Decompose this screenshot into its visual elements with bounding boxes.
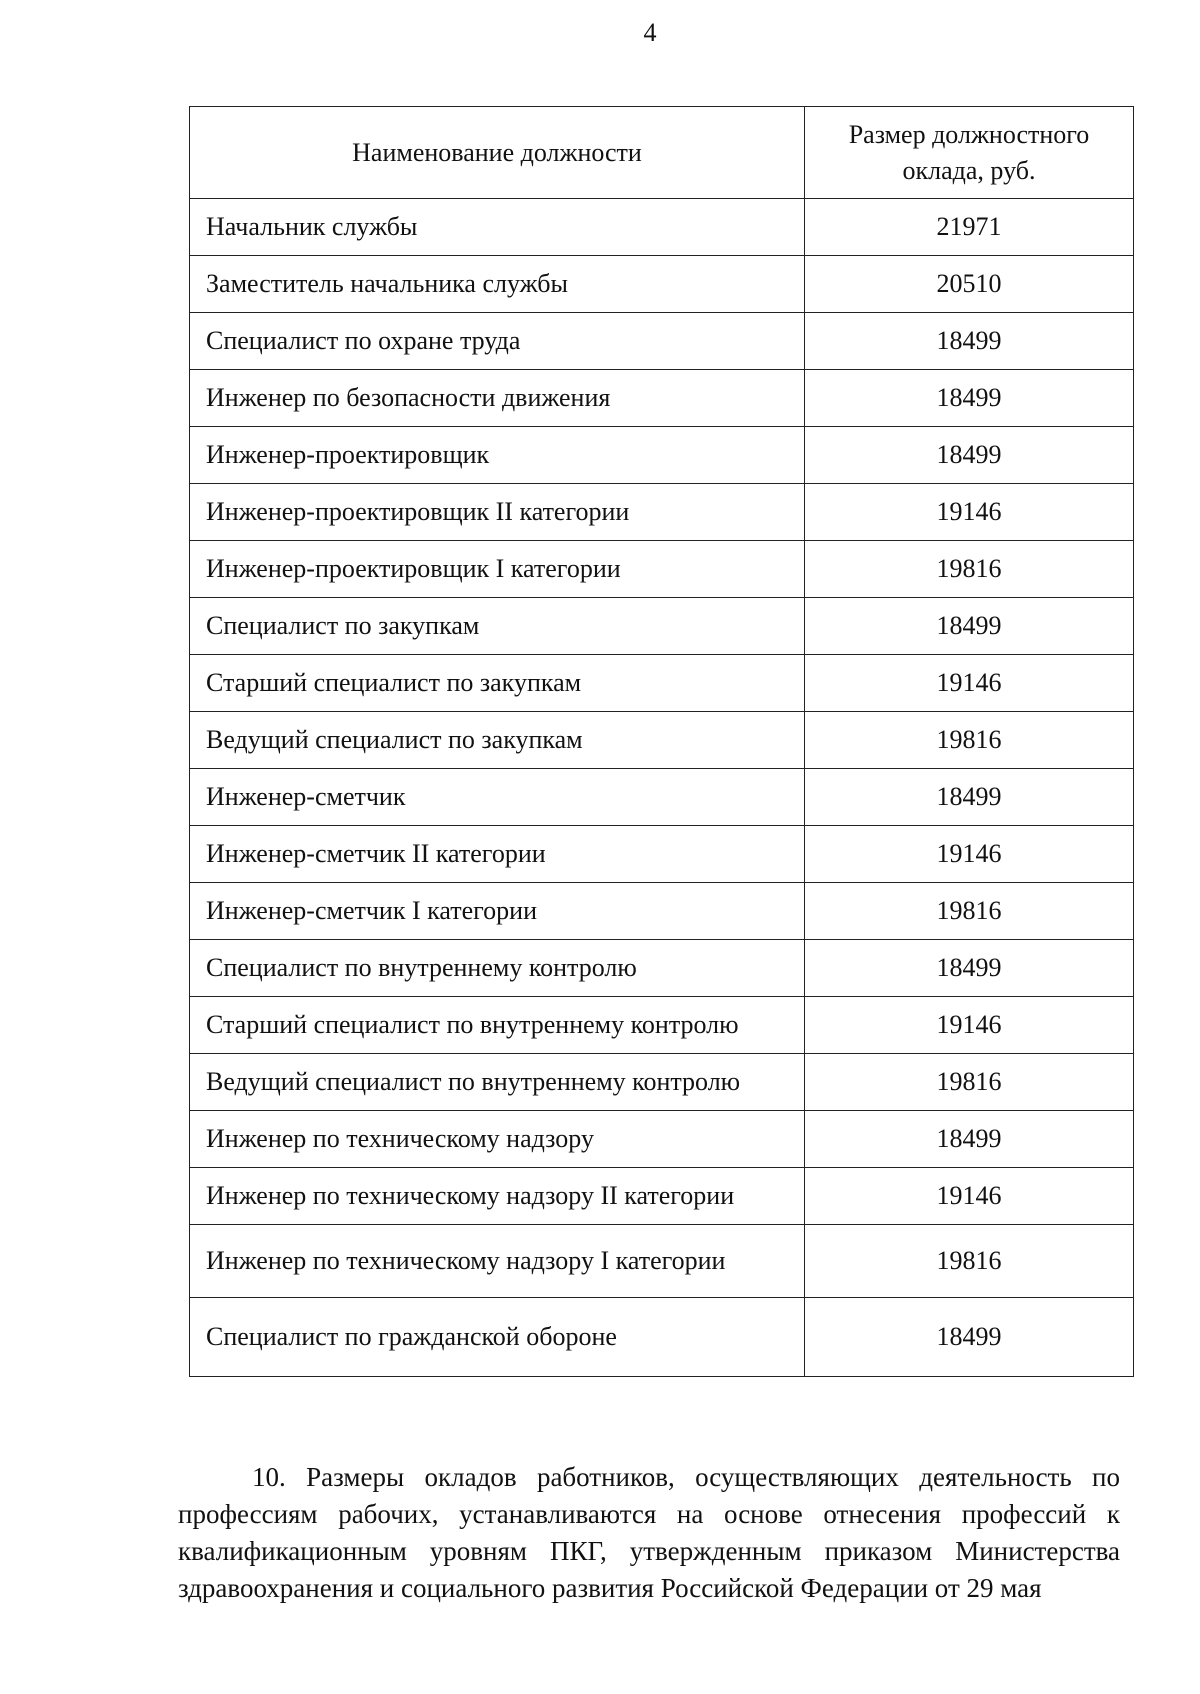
table-row <box>190 1111 1134 1168</box>
table-row <box>190 826 1134 883</box>
salary-cell: 19146 <box>805 1168 1134 1225</box>
position-cell: Инженер по техническому надзору <box>190 1111 805 1168</box>
position-cell: Инженер по безопасности движения <box>190 370 805 427</box>
position-cell: Старший специалист по закупкам <box>190 655 805 712</box>
table-row <box>190 256 1134 313</box>
page-number: 4 <box>643 18 657 47</box>
table-row <box>190 655 1134 712</box>
salary-cell: 18499 <box>805 370 1134 427</box>
salary-cell: 18499 <box>805 427 1134 484</box>
table-row <box>190 199 1134 256</box>
salary-cell: 18499 <box>805 598 1134 655</box>
position-cell: Инженер-проектировщик I категории <box>190 541 805 598</box>
salary-cell: 19816 <box>805 712 1134 769</box>
salary-cell: 19816 <box>805 883 1134 940</box>
salary-cell: 18499 <box>805 313 1134 370</box>
header-salary-line2: оклада, руб. <box>902 155 1036 185</box>
position-cell: Специалист по внутреннему контролю <box>190 940 805 997</box>
salary-cell: 18499 <box>805 1111 1134 1168</box>
table-row <box>190 712 1134 769</box>
table-row <box>190 1298 1134 1377</box>
position-cell: Инженер по техническому надзору I категории <box>190 1225 805 1298</box>
salary-cell: 19146 <box>805 655 1134 712</box>
position-cell: Заместитель начальника службы <box>190 256 805 313</box>
salary-cell: 19146 <box>805 997 1134 1054</box>
header-position: Наименование должности <box>190 107 805 199</box>
position-cell: Инженер-проектировщик <box>190 427 805 484</box>
position-cell: Начальник службы <box>190 199 805 256</box>
table-row <box>190 1054 1134 1111</box>
table-row <box>190 427 1134 484</box>
salary-cell: 20510 <box>805 256 1134 313</box>
salary-cell: 19146 <box>805 484 1134 541</box>
position-cell: Инженер-сметчик <box>190 769 805 826</box>
header-salary <box>805 107 1134 199</box>
table-row <box>190 1168 1134 1225</box>
header-salary-line1: Размер должностного <box>848 119 1090 149</box>
table-row <box>190 598 1134 655</box>
table-header-row <box>190 107 1134 199</box>
table-row <box>190 1225 1134 1298</box>
table-row <box>190 370 1134 427</box>
position-cell: Специалист по гражданской обороне <box>190 1298 805 1377</box>
table-row <box>190 484 1134 541</box>
position-cell: Инженер-сметчик II категории <box>190 826 805 883</box>
position-cell: Старший специалист по внутреннему контролю <box>190 997 805 1054</box>
salary-cell: 19816 <box>805 1054 1134 1111</box>
position-cell: Специалист по охране труда <box>190 313 805 370</box>
position-cell: Ведущий специалист по внутреннему контролю <box>190 1054 805 1111</box>
position-cell: Специалист по закупкам <box>190 598 805 655</box>
table-row <box>190 940 1134 997</box>
salary-table <box>189 106 1134 1377</box>
paragraph-10: 10. Размеры окладов работников, осуществляющих деятельность по профессиям рабочих, устанавливаются на основе отнесения профессий к квалификационным уровням ПКГ, утвержденным приказом Министерства здравоохранения и социального развития Российской Федерации от 29 мая <box>178 1462 1120 1603</box>
salary-cell: 21971 <box>805 199 1134 256</box>
salary-cell: 18499 <box>805 1298 1134 1377</box>
table-row <box>190 769 1134 826</box>
salary-cell: 19816 <box>805 541 1134 598</box>
salary-cell: 18499 <box>805 940 1134 997</box>
position-cell: Ведущий специалист по закупкам <box>190 712 805 769</box>
salary-cell: 19816 <box>805 1225 1134 1298</box>
table-row <box>190 883 1134 940</box>
position-cell: Инженер-сметчик I категории <box>190 883 805 940</box>
table-row <box>190 541 1134 598</box>
position-cell: Инженер-проектировщик II категории <box>190 484 805 541</box>
table-row <box>190 997 1134 1054</box>
salary-cell: 18499 <box>805 769 1134 826</box>
salary-cell: 19146 <box>805 826 1134 883</box>
table-row <box>190 313 1134 370</box>
position-cell: Инженер по техническому надзору II категории <box>190 1168 805 1225</box>
